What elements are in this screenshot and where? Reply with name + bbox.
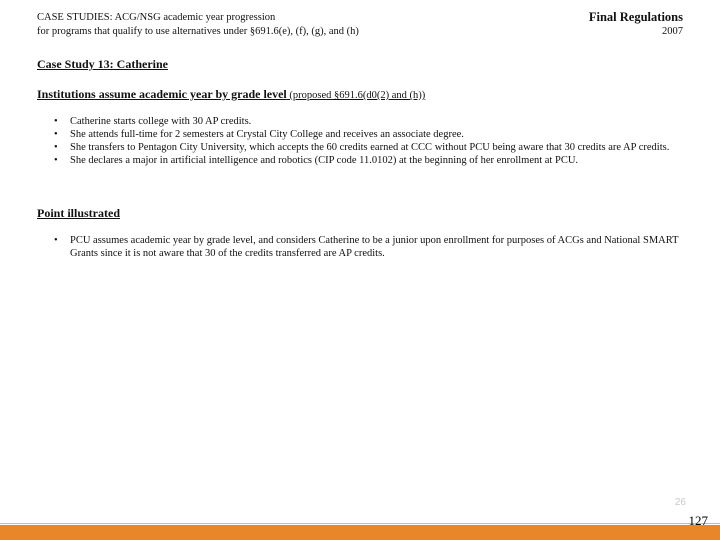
footer-bar (0, 525, 720, 540)
section2-heading: Point illustrated (37, 206, 120, 220)
section2-bullet-list (37, 234, 680, 260)
header-right (589, 9, 683, 39)
list-item (37, 154, 680, 167)
header-year: 2007 (662, 26, 683, 37)
section1-heading: Institutions assume academic year by grade level (37, 87, 287, 101)
section1-note: (proposed §691.6(d0(2) and (h)) (286, 90, 426, 101)
bullet-icon: • (54, 235, 58, 246)
bullet-text: She declares a major in artificial intelligence and robotics (CIP code 11.0102) at the beginning of her enrollment at PCU. (70, 155, 579, 166)
section1-bullet-list (37, 115, 680, 167)
bullet-icon: • (54, 116, 58, 127)
list-item (37, 141, 680, 154)
slide-number: 26 (674, 497, 686, 508)
bullet-icon: • (54, 142, 58, 153)
header-title: Final Regulations (588, 10, 683, 24)
case-title: Case Study 13: Catherine (37, 57, 168, 71)
header-subject: CASE STUDIES: ACG/NSG academic year progression (37, 12, 276, 23)
bullet-text: Catherine starts college with 30 AP credits. (70, 116, 252, 127)
list-item (37, 128, 680, 141)
header-scope: for programs that qualify to use alternatives under §691.6(e), (f), (g), and (h) (37, 26, 359, 37)
footer-rule (0, 523, 720, 524)
header-left (37, 11, 359, 39)
bullet-text: PCU assumes academic year by grade level, and considers Catherine to be a junior upon enrollment for purposes of ACGs and National SMART Grants since it is not aware that 30 of the credits transferred are AP credits. (70, 235, 679, 259)
bullet-text: She transfers to Pentagon City University, which accepts the 60 credits earned at CCC without PCU being aware that 30 credits are AP credits. (70, 142, 670, 153)
bullet-icon: • (54, 129, 58, 140)
bullet-text: She attends full-time for 2 semesters at Crystal City College and receives an associate degree. (70, 129, 464, 140)
list-item (37, 234, 680, 260)
section1-heading-row (37, 87, 425, 102)
page-number: 127 (688, 513, 708, 528)
list-item (37, 115, 680, 128)
bullet-icon: • (54, 155, 58, 166)
